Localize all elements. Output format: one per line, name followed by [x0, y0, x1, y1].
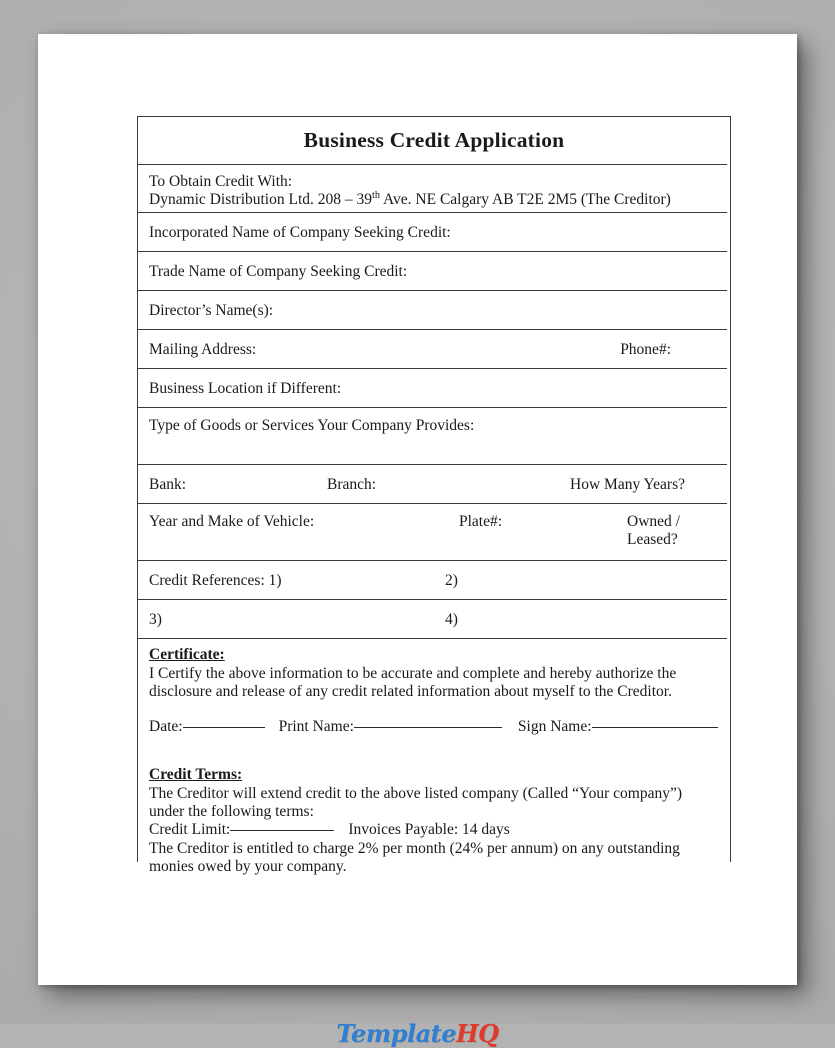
- phone-label: Phone#:: [620, 340, 671, 358]
- creditor-info-row: [138, 165, 730, 213]
- credit-application-form: [137, 116, 731, 875]
- sign-name-label: Sign Name:: [517, 717, 592, 735]
- goods-services-label: Type of Goods or Services Your Company Provides:: [149, 416, 475, 434]
- branch-label: Branch:: [327, 475, 377, 493]
- interest-clause-text: The Creditor is entitled to charge 2% per month (24% per annum) on any outstanding monies owed by your company.: [149, 839, 680, 875]
- print-name-label: Print Name:: [278, 717, 354, 735]
- date-input-rule[interactable]: [183, 727, 265, 728]
- field-trade-name[interactable]: [138, 252, 730, 291]
- trade-name-label: Trade Name of Company Seeking Credit:: [149, 262, 408, 280]
- field-bank-details[interactable]: [138, 465, 730, 504]
- invoices-payable-text: Invoices Payable: 14 days: [348, 820, 510, 838]
- creditor-address-prefix: Dynamic Distribution Ltd. 208 – 39: [149, 190, 373, 208]
- signature-line[interactable]: [149, 718, 719, 736]
- credit-limit-input-rule[interactable]: [230, 830, 334, 831]
- reference-2-label: 2): [445, 571, 458, 589]
- document-page: [38, 34, 797, 1048]
- certificate-heading: Certificate:: [149, 645, 225, 663]
- field-incorporated-name[interactable]: [138, 213, 730, 252]
- print-name-input-rule[interactable]: [354, 727, 502, 728]
- how-many-years-label: How Many Years?: [570, 475, 685, 493]
- reference-4-label: 4): [445, 610, 458, 628]
- credit-limit-label: Credit Limit:: [149, 820, 231, 838]
- creditor-address-text: [149, 191, 719, 209]
- creditor-address-suffix: Ave. NE Calgary AB T2E 2M5 (The Creditor): [379, 190, 671, 208]
- creditor-intro-text: To Obtain Credit With:: [149, 172, 293, 190]
- credit-terms-intro: The Creditor will extend credit to the above listed company (Called “Your company”) under the following terms:: [149, 784, 683, 820]
- credit-limit-line[interactable]: [149, 821, 719, 839]
- certificate-body: I Certify the above information to be accurate and complete and hereby authorize the disclosure and release of any credit related information about myself to the Creditor.: [149, 664, 677, 700]
- credit-terms-block: [138, 746, 730, 884]
- field-credit-references-1-2[interactable]: [138, 561, 730, 600]
- owned-leased-label: Owned / Leased?: [627, 512, 680, 548]
- incorporated-name-label: Incorporated Name of Company Seeking Credit:: [149, 223, 451, 241]
- field-goods-services[interactable]: [138, 408, 730, 465]
- field-mailing-address[interactable]: [138, 330, 730, 369]
- watermark-hq-text: HQ: [455, 1019, 499, 1048]
- credit-terms-heading: Credit Terms:: [149, 765, 243, 783]
- field-vehicle[interactable]: [138, 504, 730, 561]
- plate-label: Plate#:: [459, 512, 503, 530]
- certificate-block: [138, 639, 730, 746]
- bank-label: Bank:: [149, 475, 187, 493]
- reference-3-label: 3): [149, 610, 162, 628]
- field-business-location[interactable]: [138, 369, 730, 408]
- field-credit-references-3-4[interactable]: [138, 600, 730, 639]
- ordinal-suffix: th: [372, 189, 380, 201]
- business-location-label: Business Location if Different:: [149, 379, 342, 397]
- title-row: [138, 117, 730, 165]
- page-title: Business Credit Application: [303, 128, 565, 152]
- field-directors-name[interactable]: [138, 291, 730, 330]
- credit-references-label: Credit References: 1): [149, 571, 282, 589]
- vehicle-label: Year and Make of Vehicle:: [149, 512, 315, 530]
- directors-name-label: Director’s Name(s):: [149, 301, 274, 319]
- mailing-address-label: Mailing Address:: [149, 340, 257, 358]
- sign-name-input-rule[interactable]: [592, 727, 718, 728]
- date-label: Date:: [149, 717, 183, 735]
- templatehq-watermark: [38, 1019, 797, 1048]
- watermark-template-text: Template: [336, 1019, 456, 1048]
